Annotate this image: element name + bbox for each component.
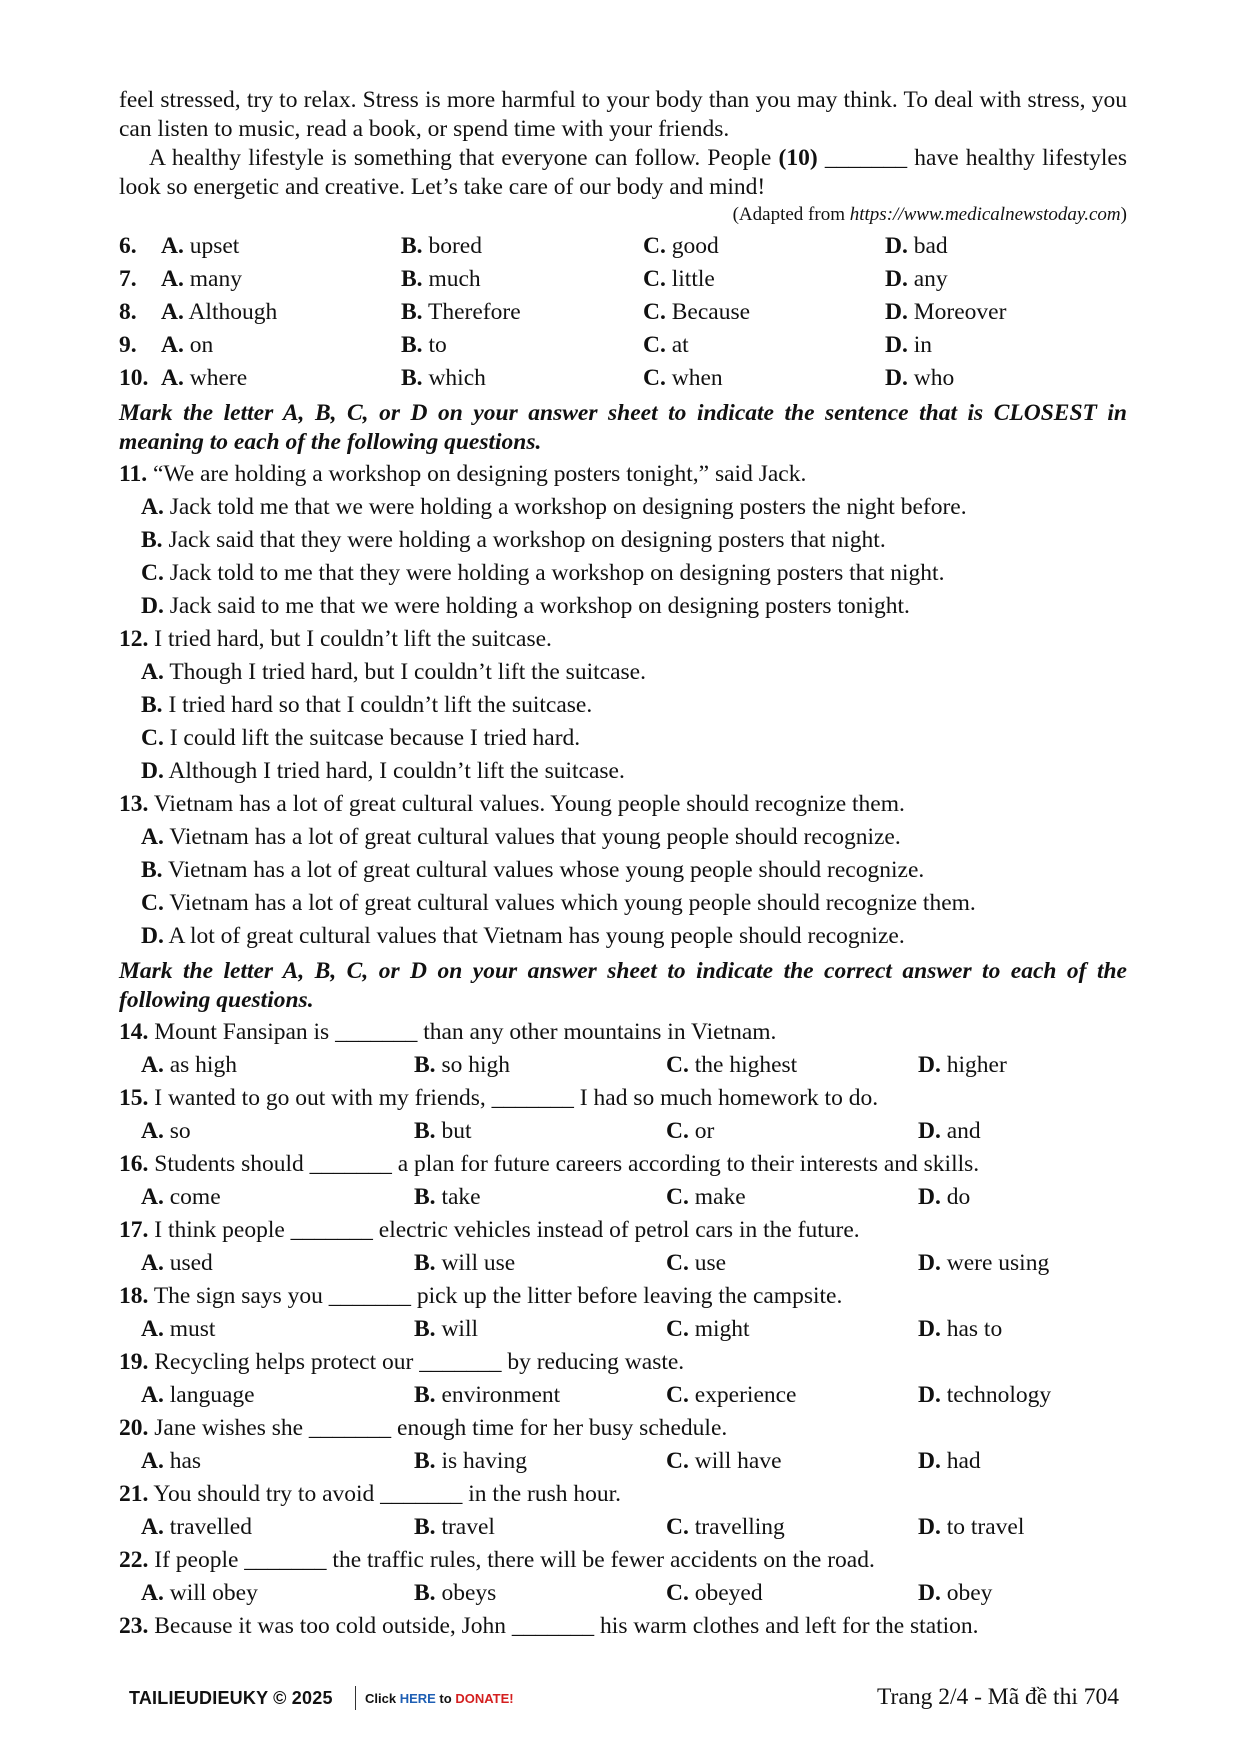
option: D. obey (918, 1580, 993, 1606)
option: D. Moreover (885, 299, 1007, 325)
option: B. travel (414, 1514, 495, 1540)
option: B. much (401, 266, 481, 292)
option-row (119, 1511, 1127, 1544)
section-instruction: Mark the letter A, B, C, or D on your answer sheet to indicate the sentence that is CLOSEST in meaning to each of the following questions. (119, 400, 1127, 455)
page-footer (129, 1684, 1129, 1714)
option: B. obeys (414, 1580, 497, 1606)
option: B. Vietnam has a lot of great cultural values whose young people should recognize. (141, 857, 925, 883)
option: C. travelling (666, 1514, 785, 1540)
option: D. bad (885, 233, 948, 259)
page-info: Trang 2/4 - Mã đề thi 704 (877, 1684, 1119, 1710)
option: B. will (414, 1316, 478, 1342)
question-stem: 11. “We are holding a workshop on designing posters tonight,” said Jack. (119, 461, 807, 487)
option: D. were using (918, 1250, 1050, 1276)
passage-paragraph-1 (119, 86, 1127, 144)
option-row (119, 1115, 1127, 1148)
question-row: 8. A. Although B. Therefore C. Because D. Moreover (119, 296, 1127, 329)
question-stem: 13. Vietnam has a lot of great cultural values. Young people should recognize them. (119, 791, 905, 817)
question-stem: 21. You should try to avoid _______ in the rush hour. (119, 1481, 622, 1507)
option-row (119, 1181, 1127, 1214)
option: C. experience (666, 1382, 797, 1408)
option: B. so high (414, 1052, 510, 1078)
passage-line: you can listen to music, read a book, or spend time with your friends. (119, 87, 1128, 142)
option: D. A lot of great cultural values that Vietnam has young people should recognize. (141, 923, 905, 949)
option: B. environment (414, 1382, 561, 1408)
option: B. will use (414, 1250, 516, 1276)
question-stem: 16. Students should _______ a plan for future careers according to their interests and skills. (119, 1151, 980, 1177)
question-row: 7. A. many B. much C. little D. any (119, 263, 1127, 296)
option: A. has (141, 1448, 202, 1474)
question-row: 6. A. upset B. bored C. good D. bad (119, 230, 1127, 263)
option-row (119, 1577, 1127, 1610)
option: B. I tried hard so that I couldn’t lift the suitcase. (141, 692, 593, 718)
option: A. upset (161, 233, 240, 259)
option: A. used (141, 1250, 213, 1276)
correct-answer-section (119, 1016, 1127, 1643)
option: C. Vietnam has a lot of great cultural values which young people should recognize them. (141, 890, 976, 916)
option: A. come (141, 1184, 221, 1210)
source-url[interactable]: https://www.medicalnewstoday.com (849, 204, 1121, 225)
option: D. do (918, 1184, 971, 1210)
option: A. as high (141, 1052, 237, 1078)
option: D. to travel (918, 1514, 1025, 1540)
option: B. but (414, 1118, 472, 1144)
option: B. take (414, 1184, 481, 1210)
option: C. or (666, 1118, 715, 1144)
option: B. Therefore (401, 299, 521, 325)
option-row (119, 1379, 1127, 1412)
option: D. higher (918, 1052, 1007, 1078)
question-stem: 23. Because it was too cold outside, John _______ his warm clothes and left for the station. (119, 1613, 979, 1639)
option: B. Jack said that they were holding a workshop on designing posters that night. (141, 527, 886, 553)
option: C. Because (643, 299, 751, 325)
question-stem: 14. Mount Fansipan is _______ than any other mountains in Vietnam. (119, 1019, 777, 1045)
blank-number: (10) (778, 145, 818, 171)
option: C. I could lift the suitcase because I tried hard. (141, 725, 581, 751)
passage-source: (Adapted from https://www.medicalnewstoday.com) (732, 204, 1127, 225)
option: B. bored (401, 233, 482, 259)
option: A. on (161, 332, 214, 358)
option: D. in (885, 332, 933, 358)
option: A. Though I tried hard, but I couldn’t lift the suitcase. (141, 659, 646, 685)
option-row (119, 1049, 1127, 1082)
section-instruction: Mark the letter A, B, C, or D on your answer sheet to indicate the correct answer to each of the following questions. (119, 958, 1127, 1013)
option: D. and (918, 1118, 981, 1144)
option: D. Although I tried hard, I couldn’t lift the suitcase. (141, 758, 625, 784)
cloze-options (119, 230, 1127, 395)
question-stem: 19. Recycling helps protect our _______ by reducing waste. (119, 1349, 685, 1375)
option: A. Although (161, 299, 278, 325)
option-row (119, 1247, 1127, 1280)
here-link[interactable]: HERE (399, 1691, 436, 1706)
passage-paragraph-2: A healthy lifestyle is something that everyone can follow. People (10) _______ have healthy lifestyles look so energetic and creative. Let’s take care of our body and mind! (119, 145, 1127, 200)
footer-divider (355, 1686, 356, 1710)
passage-line: feel stressed, try to relax. Stress is more harmful to your body than you may think. To deal with stress, (119, 87, 1086, 113)
option: D. any (885, 266, 948, 292)
donate-link[interactable]: Click HERE to DONATE! (365, 1691, 514, 1706)
option: A. where (161, 365, 248, 391)
option: D. has to (918, 1316, 1003, 1342)
option: C. might (666, 1316, 750, 1342)
option-row (119, 1445, 1127, 1478)
option: C. good (643, 233, 719, 259)
option: D. had (918, 1448, 981, 1474)
option: A. travelled (141, 1514, 252, 1540)
option: C. obeyed (666, 1580, 763, 1606)
option: A. must (141, 1316, 216, 1342)
option: C. Jack told to me that they were holding a workshop on designing posters that night. (141, 560, 945, 586)
question-stem: 22. If people _______ the traffic rules, there will be fewer accidents on the road. (119, 1547, 875, 1573)
option: A. Jack told me that we were holding a workshop on designing posters the night before. (141, 494, 967, 520)
question-row: 10. A. where B. which C. when D. who (119, 362, 1127, 395)
option: C. use (666, 1250, 727, 1276)
option: B. is having (414, 1448, 527, 1474)
option: C. the highest (666, 1052, 798, 1078)
option: C. little (643, 266, 715, 292)
question-row: 9. A. on B. to C. at D. in (119, 329, 1127, 362)
option: C. at (643, 332, 689, 358)
option: D. Jack said to me that we were holding a workshop on designing posters tonight. (141, 593, 910, 619)
option: B. to (401, 332, 447, 358)
option: D. technology (918, 1382, 1052, 1408)
question-stem: 12. I tried hard, but I couldn’t lift the suitcase. (119, 626, 552, 652)
option: C. will have (666, 1448, 782, 1474)
option: A. many (161, 266, 242, 292)
option: C. when (643, 365, 723, 391)
option: A. so (141, 1118, 191, 1144)
option: A. language (141, 1382, 255, 1408)
option: C. make (666, 1184, 746, 1210)
option: A. will obey (141, 1580, 258, 1606)
question-stem: 15. I wanted to go out with my friends, _______ I had so much homework to do. (119, 1085, 879, 1111)
option: A. Vietnam has a lot of great cultural values that young people should recognize. (141, 824, 901, 850)
option: B. which (401, 365, 486, 391)
question-stem: 17. I think people _______ electric vehicles instead of petrol cars in the future. (119, 1217, 860, 1243)
exam-page (119, 86, 1127, 1643)
option: D. who (885, 365, 955, 391)
option-row (119, 1313, 1127, 1346)
question-stem: 18. The sign says you _______ pick up the litter before leaving the campsite. (119, 1283, 843, 1309)
footer-brand: TAILIEUDIEUKY © 2025 (129, 1688, 333, 1708)
question-stem: 20. Jane wishes she _______ enough time for her busy schedule. (119, 1415, 728, 1441)
closest-meaning-section (119, 458, 1127, 953)
